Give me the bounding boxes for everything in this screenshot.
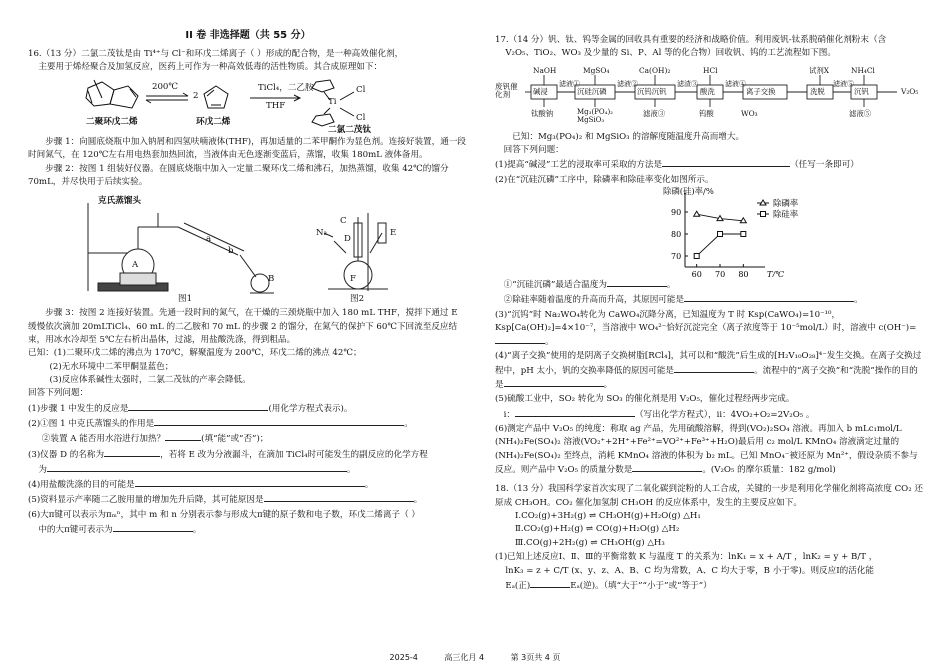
chart-point-square xyxy=(741,231,746,236)
flow-box-7: 沉钒 xyxy=(854,86,869,96)
q16-step3: 步骤 3：按图 2 连接好装置。先通一段时间的氮气，在干燥的三颈烧瓶中加入 180 mL THF，搅拌下通过 E 缓慢依次滴加 20mLTiCl₄、60 mL 的二乙胺和 70 mL 的步骤 2 的馏分，在氮气的保护下 60℃下回流至反应结束，用冰水冷却至 5℃左右析出晶体，过滤，用盐酸洗涤，得到粗品。 xyxy=(28,308,458,345)
footer-exam: 高三化月 4 xyxy=(444,653,485,662)
q17-intro-1: 17.（14 分）钒、钛、钨等金属的回收具有重要的经济和战略价值。利用废钒-钛系脱硝催化剂粉末（含 xyxy=(495,35,887,45)
q17-sub4-blank-2[interactable] xyxy=(504,378,604,387)
q17-sub5i-blank[interactable] xyxy=(515,408,635,417)
chart-xtick-label: 80 xyxy=(738,269,749,277)
apparatus-figures xyxy=(28,193,468,303)
flow-reagent-6: NH₄Cl xyxy=(851,65,875,75)
q17-sub3: (3)“沉钨”时 Na₂WO₄转化为 CaWO₄沉降分离，已知温度为 T 时 Ksp(CaWO₄)=10⁻¹⁰，Ksp[Ca(OH)₂]=4×10⁻⁷，当溶液中 WO₄²⁻恰好沉淀完全（离子浓度等于 10⁻⁵mol/L）时，溶液中 c(OH⁻)=。 xyxy=(495,309,917,348)
label-port-a: a xyxy=(206,234,212,245)
q16-step2: 步骤 2：按图 1 组装好仪器。在圆底烧瓶中加入一定量二聚环戊二烯和沸石，加热蒸馏，收集 42℃的馏分 70mL，并尽快用于后续实验。 xyxy=(28,163,449,188)
q16-step1: 步骤 1：向圆底烧瓶中加入钠屑和四氢呋喃液体(THF)，再加适量的二苯甲酮作为显色剂。连接好装置，通一段时间氮气，在 120℃左右用电热套加热回流，当液体由无色逐渐变蓝后，蒸馏，收集 180mL 液体备用。 xyxy=(28,137,467,161)
q16-sub1: (1)步骤 1 中发生的反应是 (用化学方程式表示)。 xyxy=(28,403,353,414)
label-b-flask: B xyxy=(268,274,275,285)
chart-legend-label: 除硅率 xyxy=(773,208,799,219)
flow-product-5: WO₃ xyxy=(741,108,758,118)
apparatus-svg xyxy=(28,193,468,303)
scheme-solvent: THF xyxy=(266,101,286,112)
q17-sub6: (6)测定产品中 V₂O₅ 的纯度：称取 ag 产品，先用硫酸溶解，得到(VO₂)₂SO₄ 溶液。再加入 b mLc₁mol/L (NH₄)₂Fe(SO₄)₂ 溶液(VO₂⁺+2H⁺+Fe²⁺=VO²⁺+Fe³⁺+H₂O)最后用 c₂ mol/L KMnO₄ 溶液滴定过量的 (NH₄)₂Fe(SO₄)₂ 至终点，消耗 KMnO₄ 溶液的体积为 b₂ mL。已知 MnO₄⁻被还原为 Mn²⁺，假设杂质不参与反应。则产品中 V₂O₅ 的质量分数是 。(V₂O₅ 的摩尔质量：182 g/mol) xyxy=(495,424,918,475)
q17-sub5i: ⅰ： （写出化学方程式），ⅱ：4VO₂+O₂=2V₂O₅ 。 xyxy=(503,409,815,420)
chart-legend-marker xyxy=(761,211,766,216)
q16-known-2: (2)无水环境中二苯甲酮显蓝色； xyxy=(49,361,174,372)
chart-ytick-label: 70 xyxy=(671,251,682,261)
flow-box-3: 沉钨沉钒 xyxy=(637,86,667,96)
q17-sub2b: ②除硅率随着温度的升高而升高，其原因可能是 。 xyxy=(503,295,863,306)
q18-sub1b: lnK₃ = z + C/T (x、y、z、A、B、C 均为常数，A、C 均大于零，B 小于零)。则反应Ⅰ的活化能 xyxy=(505,566,875,577)
q17-sub1-blank[interactable] xyxy=(662,158,790,167)
left-column xyxy=(28,28,468,537)
q18-intro: 18.（13 分）我国科学家首次实现了二氧化碳到淀粉的人工合成，关键的一步是利用化学催化剂将高浓度 CO₂ 还原成 CH₃OH。CO₂ 催化加氢制 CH₃OH 的反应体系中，发生的主要反应如下。 xyxy=(495,484,923,508)
label-a-flask: A xyxy=(132,260,139,271)
flow-box-1: 碱浸 xyxy=(533,86,548,96)
q17-sub2a: ①“沉硅沉磷”最适合温度为 。 xyxy=(503,279,676,290)
q16-intro-1: 16.（13 分）二氯二茂钛是由 Ti⁴⁺与 Cl⁻和环戊二烯离子（ ）形成的配合物，是一种高效催化剂， xyxy=(28,48,404,59)
q17-sub4: (4)“离子交换”使用的是阴离子交换树脂[RCl₄]，其可以和“酸洗”后生成的[H₂V₁₀O₂₈]⁴⁻发生交换。在离子交换过程中，pH 太小，钒的交换率降低的原因可能是 。流程中的“离子交换”和“洗脱”操作的目的是 。 xyxy=(495,351,922,391)
label-f: F xyxy=(350,274,356,285)
scheme-cl-top: Cl xyxy=(356,85,366,96)
chart-ytick-label: 90 xyxy=(671,207,682,217)
q16-sub2b-blank[interactable] xyxy=(165,432,201,441)
q17-sub5: (5)硫酸工业中，SO₂ 转化为 SO₃ 的催化剂是用 V₂O₅，催化过程经两步完成。 xyxy=(495,394,795,405)
flow-product-7: V₂O₅ xyxy=(901,86,919,96)
flow-box-4: 酸洗 xyxy=(700,86,715,96)
scheme-ti: Ti xyxy=(328,97,337,108)
q16-sub2b: ②装置 A 能否用水浴进行加热？ (填“能”或“否”)； xyxy=(41,434,269,445)
label-port-b: b xyxy=(228,246,234,257)
page-footer xyxy=(0,652,950,664)
flow-reagent-4: HCl xyxy=(703,65,718,75)
flow-start: 废钒催化剂 xyxy=(495,81,518,99)
q17-intro-2: V₂O₅、TiO₂、WO₃ 及少量的 Si、P、Al 等的化合物）回收钒、钨的工艺流程如下图。 xyxy=(505,48,836,59)
q17-sub2b-blank[interactable] xyxy=(684,293,854,302)
q16-sub6b-blank[interactable] xyxy=(113,523,193,532)
chart-xlabel: T/℃ xyxy=(767,269,784,277)
flow-product-4: 钨酸 xyxy=(699,108,714,118)
q17-sub6-blank[interactable] xyxy=(632,463,702,472)
cyclopentadiene-structure xyxy=(204,86,228,108)
q17-sub4-blank-1[interactable] xyxy=(674,364,754,373)
flow-reagent-3: Ca(OH)₂ xyxy=(639,65,671,75)
flow-box-2: 沉硅沉磷 xyxy=(577,86,607,96)
flow-reagent-2: MgSO₄ xyxy=(583,65,610,75)
figure2-apparatus xyxy=(324,213,388,291)
q18-eq3: Ⅲ.CO(g)+2H₂(g) ⇌ CH₃OH(g) △H₃ xyxy=(515,537,665,548)
flow-filter-1: 滤液① xyxy=(559,79,580,88)
chart-ylabel: 除磷(硅)率/% xyxy=(663,185,714,196)
synthesis-scheme xyxy=(28,76,468,134)
scheme-coefficient: 2 xyxy=(193,91,199,102)
q16-answer-prompt: 回答下列问题： xyxy=(28,388,89,399)
flow-product-1: 钛酸钠 xyxy=(531,108,554,118)
q18-sub1: (1)已知上述反应Ⅰ、Ⅱ、Ⅲ的平衡常数 K 与温度 T 的关系为：lnK₁ = x + A/T ，lnK₂ = y + B/T ， xyxy=(495,551,878,562)
scheme-cl-bottom: Cl xyxy=(356,113,366,124)
flow-filter-5: 滤液⑤ xyxy=(833,79,854,88)
q17-known: 已知：Mg₃(PO₄)₂ 和 MgSiO₃ 的溶解度随温度升高而增大。 xyxy=(512,131,745,142)
flow-box-5: 离子交换 xyxy=(746,86,776,96)
q17-sub1: (1)提高“碱浸”工艺的浸取率可采取的方法是 （任写一条即可） xyxy=(495,160,859,171)
removal-rate-chart xyxy=(495,187,925,277)
q18-eq2: Ⅱ.CO₂(g)+H₂(g) ⇌ CO(g)+H₂O(g) △H₂ xyxy=(515,524,680,535)
q17-sub3-blank[interactable] xyxy=(495,335,545,344)
q16-sub4: (4)用盐酸洗涤的目的可能是 。 xyxy=(28,480,374,491)
chart-point-triangle xyxy=(694,211,700,216)
q17-sub2: (2)在“沉硅沉磷”工序中，除磷率和除硅率变化如图所示。 xyxy=(495,174,714,185)
q16-sub6b: 中的大π键可表示为 。 xyxy=(38,525,202,536)
q16-sub3-blank[interactable] xyxy=(104,448,160,457)
q18-sub1-blank[interactable] xyxy=(530,579,570,588)
q16-sub2a: (2)①图 1 中克氏蒸馏头的作用是 。 xyxy=(28,418,413,429)
figure1-apparatus xyxy=(88,203,274,293)
q16-sub3-end: 为 。 xyxy=(38,464,356,475)
q16-sub1-blank[interactable] xyxy=(128,402,268,411)
label-titanocene: 二氯二茂钛 xyxy=(328,125,371,136)
flow-filter-3: 滤渣③ xyxy=(677,79,698,88)
chart-ytick-label: 80 xyxy=(671,229,682,239)
flow-product-2: Mg₃(PO₄)₂ MgSiO₃ xyxy=(577,107,613,124)
label-dicyclopentadiene: 二聚环戊二烯 xyxy=(86,117,138,128)
q17-answer-prompt: 回答下列问题： xyxy=(503,144,564,155)
scheme-reagent: TiCl₄，二乙胺 xyxy=(258,83,314,94)
figure2-caption: 图2 xyxy=(350,294,365,305)
dicyclopentadiene-structure xyxy=(86,80,138,108)
flow-box-6: 洗脱 xyxy=(810,86,825,96)
q16-known-1: 已知：(1)二聚环戊二烯的沸点为 170℃，解聚温度为 200℃，环戊二烯的沸点 42℃； xyxy=(28,348,362,359)
chart-point-square xyxy=(718,231,723,236)
flow-product-3: 滤液③ xyxy=(643,108,666,118)
label-claisen-head: 克氏蒸馏头 xyxy=(98,196,141,207)
footer-page: 第 3页共 4 页 xyxy=(510,653,561,662)
flow-filter-2: 滤液② xyxy=(617,79,638,88)
chart-xtick-label: 70 xyxy=(715,269,726,277)
chart-legend-label: 除磷率 xyxy=(773,197,799,208)
flow-reagent-1: NaOH xyxy=(533,65,557,75)
figure1-caption: 图1 xyxy=(178,294,193,305)
q17-sub2a-blank[interactable] xyxy=(607,278,667,287)
chart-xtick-label: 60 xyxy=(691,269,702,277)
q16-sub5-blank[interactable] xyxy=(264,493,414,502)
label-e: E xyxy=(390,228,397,239)
label-cyclopentadiene: 环戊二烯 xyxy=(196,117,231,128)
label-c: C xyxy=(340,216,347,227)
label-n2: N₂ xyxy=(316,228,327,239)
q16-sub4-blank[interactable] xyxy=(135,478,365,487)
q16-sub3: (3)仪器 D 的名称为 ，若将 E 改为分液漏斗，在滴加 TiCl₄时可能发生的副反应的化学方程 xyxy=(28,449,428,460)
footer-date: 2025-4 xyxy=(389,653,418,662)
chart-series-line xyxy=(697,234,744,256)
q16-intro-2: 主要用于烯烃聚合及加氢反应，医药上可作为一种高效低毒的活性物质。其合成原理如下： xyxy=(38,61,383,72)
q16-known-3: (3)反应体系碱性太强时，二氯二茂钛的产率会降低。 xyxy=(49,374,251,385)
flow-filter-4: 滤液④ xyxy=(725,79,746,88)
q16-sub3-end-blank[interactable] xyxy=(47,463,347,472)
flow-reagent-5: 试剂X xyxy=(809,65,830,75)
q18-eq1: Ⅰ.CO₂(g)+3H₂(g) ⇌ CH₃OH(g)+H₂O(g) △H₁ xyxy=(515,510,701,521)
right-column xyxy=(495,34,925,594)
process-flow xyxy=(495,63,925,127)
q18-sub1c: Eₐ(正) Eₐ(逆)。（填“大于”“小于”或“等于”） xyxy=(505,581,712,592)
section-title: II 卷 非选择题（共 55 分） xyxy=(185,30,311,41)
removal-rate-chart-svg xyxy=(495,187,925,277)
chart-point-square xyxy=(694,253,699,258)
q16-sub6: (6)大π键可以表示为πₘⁿ，其中 m 和 n 分别表示参与形成大π键的原子数和电子数，环戊二烯离子（ ） xyxy=(28,509,421,520)
q16-sub2a-blank[interactable] xyxy=(154,417,404,426)
q16-sub5: (5)资料显示产率随二乙胺用量的增加先升后降，其可能原因是 。 xyxy=(28,495,423,506)
flow-product-6: 滤液⑤ xyxy=(849,108,872,118)
scheme-temperature: 200℃ xyxy=(152,82,179,93)
label-d: D xyxy=(344,234,351,245)
